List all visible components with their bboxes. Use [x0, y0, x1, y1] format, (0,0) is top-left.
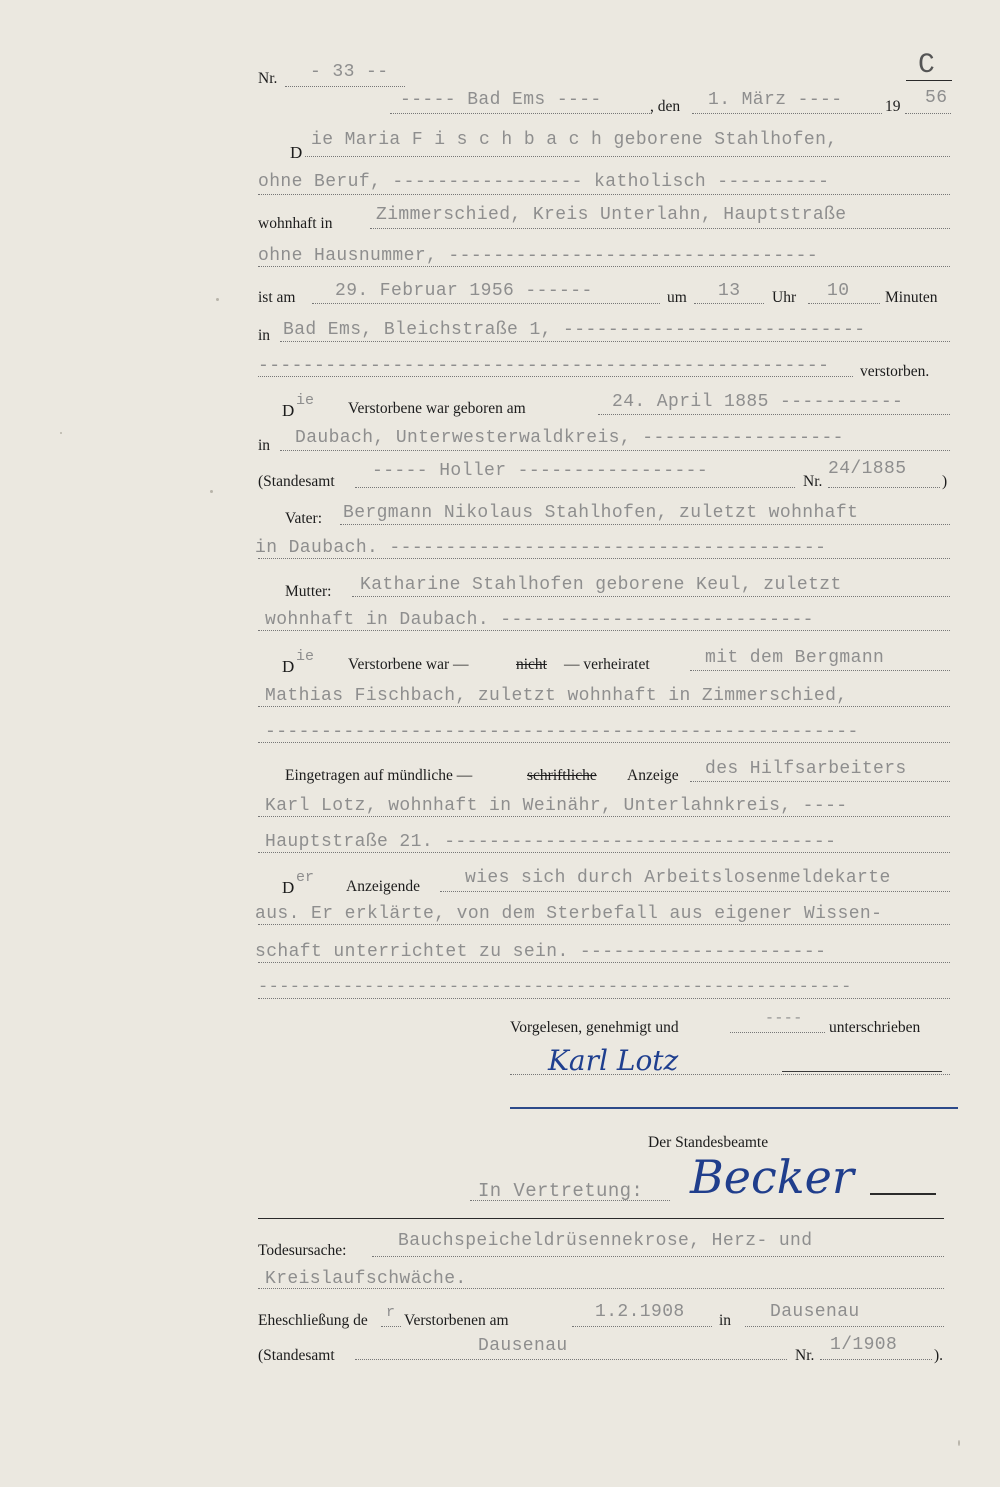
informant-line4-dots	[258, 998, 950, 999]
registration-label-b: Anzeige	[627, 767, 679, 784]
minuten-label: Minuten	[885, 289, 938, 306]
year-dotted-line	[905, 113, 951, 114]
birth-label: Verstorbene war geboren am	[348, 400, 526, 417]
registration-line3: Hauptstraße 21. -----------------------------------	[265, 832, 837, 852]
marriage-record-nr-label: Nr.	[795, 1347, 815, 1364]
signing-label-a: Vorgelesen, genehmigt und	[510, 1019, 679, 1036]
nr-label: Nr.	[258, 70, 278, 87]
death-place-dash-line: ---------------------------------------------------	[258, 356, 830, 376]
cause-label: Todesursache:	[258, 1242, 347, 1259]
marriage-line2: Mathias Fischbach, zuletzt wohnhaft in Zimmerschied,	[265, 686, 848, 706]
date-dotted-line	[692, 113, 882, 114]
uhr-label: Uhr	[772, 289, 797, 306]
letter-underline	[906, 80, 952, 81]
father-line1-dots	[340, 524, 950, 525]
vertretung-label: In Vertretung:	[478, 1180, 644, 1202]
marriage-record-nr-value: 1/1908	[830, 1335, 898, 1355]
hour-dots	[694, 303, 764, 304]
deceased-occupation-line: ohne Beruf, ----------------- katholisch ----------	[258, 172, 830, 192]
registrar-dash	[870, 1193, 936, 1195]
paper-speck	[958, 1440, 960, 1446]
death-place-dots	[280, 341, 950, 342]
deceased-name-line: ie Maria F i s c h b a c h geborene Stahlhofen,	[311, 130, 838, 150]
marriage-line1-dots	[690, 670, 950, 671]
marriage-record-date-dots	[572, 1326, 712, 1327]
registration-line2-dots	[258, 816, 950, 817]
deceased-d-prefix: D	[290, 143, 303, 162]
registration-line1-dots	[690, 781, 950, 782]
signing-label-b: unterschrieben	[829, 1019, 921, 1036]
marriage-d-prefix: D	[282, 657, 295, 676]
informant-d-prefix: D	[282, 878, 295, 897]
marriage-label-a: Verstorbene war —	[348, 656, 469, 673]
marriage-record-date: 1.2.1908	[595, 1302, 685, 1322]
marriage-record-label-a: Eheschließung de	[258, 1312, 368, 1329]
father-line1: Bergmann Nikolaus Stahlhofen, zuletzt wohnhaft	[343, 503, 859, 523]
registration-line2: Karl Lotz, wohnhaft in Weinähr, Unterlahnkreis, ----	[265, 796, 848, 816]
birth-date-dots	[598, 414, 950, 415]
marriage-label-struck: nicht	[516, 656, 547, 673]
registration-label-a: Eingetragen auf mündliche —	[285, 767, 473, 784]
register-letter: C	[918, 50, 936, 81]
deceased-line2-dots	[258, 194, 950, 195]
paper-speck	[216, 298, 219, 301]
birth-in-label: in	[258, 437, 271, 454]
registrar-signature: Becker	[690, 1150, 854, 1204]
marriage-record-sup-dots	[381, 1326, 401, 1327]
birth-nr-value: 24/1885	[828, 459, 907, 479]
registrar-label: Der Standesbeamte	[648, 1134, 769, 1151]
residence-line1: Zimmerschied, Kreis Unterlahn, Hauptstraße	[376, 205, 847, 225]
mother-line2: wohnhaft in Daubach. ----------------------------	[265, 610, 814, 630]
informant-signature: Karl Lotz	[548, 1044, 679, 1077]
marriage-record-in-label: in	[719, 1312, 732, 1329]
father-label: Vater:	[285, 510, 323, 527]
informant-sup: er	[296, 869, 315, 886]
cause-line1: Bauchspeicheldrüsennekrose, Herz- und	[398, 1231, 813, 1251]
year-prefix: 19	[885, 98, 901, 115]
signature-rule	[510, 1107, 958, 1109]
marriage-line2-dots	[258, 706, 950, 707]
marriage-record-label-b: Verstorbenen am	[404, 1312, 509, 1329]
marriage-record-standesamt-label: (Standesamt	[258, 1347, 335, 1364]
birth-date: 24. April 1885 -----------	[612, 392, 904, 412]
birth-standesamt-value: ----- Holler -----------------	[372, 461, 709, 481]
residence-line2: ohne Hausnummer, ---------------------------------	[258, 246, 819, 266]
header-place: ----- Bad Ems ----	[400, 90, 602, 110]
birth-place: Daubach, Unterwesterwaldkreis, ------------------	[295, 428, 844, 448]
place-dotted-line	[390, 113, 652, 114]
cause-line2-dots	[258, 1288, 944, 1289]
header-date: 1. März ----	[708, 90, 843, 110]
cause-line1-dots	[372, 1256, 944, 1257]
registration-label-struck: schriftliche	[527, 767, 597, 784]
birth-d-prefix: D	[282, 401, 295, 420]
death-date: 29. Februar 1956 ------	[335, 281, 593, 301]
marriage-sup: ie	[296, 648, 315, 665]
minutes-dots	[808, 303, 880, 304]
marriage-record-close: ).	[934, 1347, 944, 1364]
informant-line1: wies sich durch Arbeitslosenmeldekarte	[465, 868, 891, 888]
marriage-record-sup: r	[386, 1304, 396, 1321]
den-label: , den	[650, 98, 681, 115]
marriage-line3: -----------------------------------------------------	[265, 722, 859, 742]
birth-sup: ie	[296, 392, 315, 409]
marriage-record-standesamt-dots	[355, 1359, 787, 1360]
marriage-record-nr-dots	[820, 1359, 932, 1360]
ist-am-label: ist am	[258, 289, 296, 306]
death-date-dots	[312, 303, 660, 304]
death-minutes: 10	[827, 281, 850, 301]
deceased-line1-dots	[305, 156, 950, 157]
birth-standesamt-label: (Standesamt	[258, 473, 335, 490]
verstorben-label: verstorben.	[860, 363, 930, 380]
residence1-dots	[370, 228, 950, 229]
mother-line1: Katharine Stahlhofen geborene Keul, zuletzt	[360, 575, 842, 595]
marriage-line3-dots	[258, 742, 950, 743]
informant-line3-dots	[258, 962, 950, 963]
um-label: um	[667, 289, 687, 306]
paper-speck	[210, 490, 213, 493]
birth-nr-dots	[828, 487, 940, 488]
father-line2-dots	[258, 558, 950, 559]
signing-fill: ----	[765, 1010, 803, 1027]
marriage-record-place-dots	[745, 1326, 944, 1327]
birth-standesamt-dots	[355, 487, 795, 488]
informant-line4: --------------------------------------------------------	[258, 978, 852, 997]
informant-line1-dots	[440, 891, 950, 892]
mother-line1-dots	[352, 596, 950, 597]
marriage-label-b: — verheiratet	[564, 656, 650, 673]
year-suffix: 56	[925, 88, 948, 108]
residence2-dots	[258, 266, 950, 267]
mother-line2-dots	[258, 630, 950, 631]
informant-line3: schaft unterrichtet zu sein. ----------------------	[255, 942, 827, 962]
registration-line1: des Hilfsarbeiters	[705, 759, 907, 779]
informant-signature-dash	[782, 1071, 942, 1072]
father-line2: in Daubach. ---------------------------------------	[255, 538, 827, 558]
informant-label: Anzeigende	[346, 878, 421, 895]
wohnhaft-label: wohnhaft in	[258, 215, 333, 232]
signing-fill-dots	[730, 1032, 825, 1033]
birth-close-paren: )	[942, 473, 948, 490]
nr-value: - 33 --	[310, 62, 389, 82]
death-hour: 13	[718, 281, 741, 301]
in-label: in	[258, 327, 271, 344]
section-divider	[258, 1218, 944, 1219]
birth-place-dots	[280, 450, 950, 451]
marriage-record-standesamt-value: Dausenau	[478, 1336, 568, 1356]
death-place: Bad Ems, Bleichstraße 1, ---------------------------	[283, 320, 866, 340]
dash-line-dots	[258, 376, 853, 377]
marriage-line1: mit dem Bergmann	[705, 648, 885, 668]
mother-label: Mutter:	[285, 583, 332, 600]
cause-line2: Kreislaufschwäche.	[265, 1269, 467, 1289]
informant-signature-dots	[510, 1074, 950, 1075]
marriage-record-place: Dausenau	[770, 1302, 860, 1322]
nr-dotted-line	[285, 86, 405, 87]
informant-line2-dots	[258, 924, 950, 925]
vertretung-dots	[470, 1200, 670, 1201]
paper-speck	[60, 432, 62, 434]
informant-line2: aus. Er erklärte, von dem Sterbefall aus eigener Wissen-	[255, 904, 883, 924]
registration-line3-dots	[258, 852, 950, 853]
birth-nr-label: Nr.	[803, 473, 823, 490]
